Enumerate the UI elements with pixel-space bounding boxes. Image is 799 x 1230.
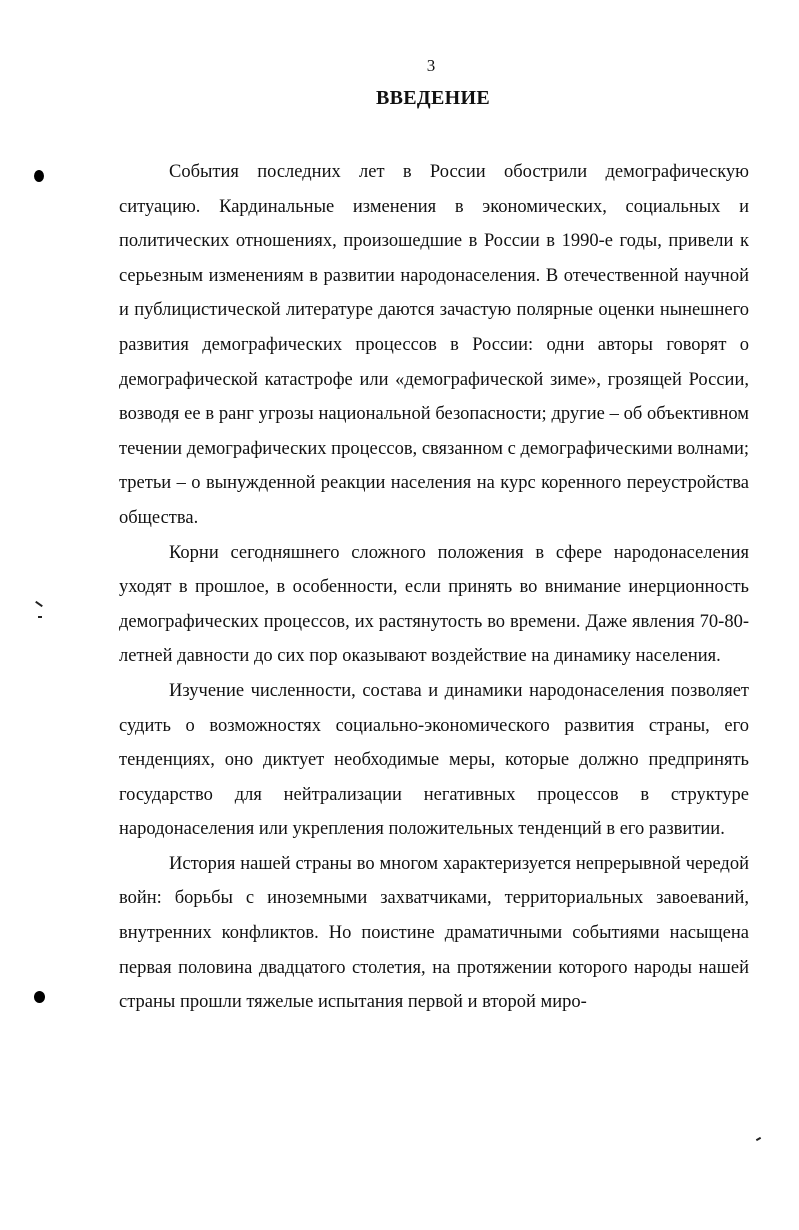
- document-body: [119, 155, 749, 1020]
- scan-mark-corner: [756, 1137, 761, 1141]
- page-title: ВВЕДЕНИЕ: [376, 87, 490, 109]
- scan-mark-middle: [35, 601, 43, 607]
- paragraph-3: Изучение численности, состава и динамики народонаселения позволяет судить о возможностях социально-экономического развития страны, его тенденциях, оно диктует необходимые меры, которые должно предпринять государство для нейтрализации негативных процессов в структуре народонаселения или укрепления положительных тенденций в его развитии.: [119, 680, 749, 840]
- scan-speck-top: [34, 170, 44, 182]
- paragraph-4: История нашей страны во многом характеризуется непрерывной чередой войн: борьбы с иноземными захватчиками, территориальных завоеваний, внутренних конфликтов. Но поистине драматичными событиями насыщена первая половина двадцатого столетия, на протяжении которого народы нашей страны прошли тяжелые испытания первой и второй миро-: [119, 853, 749, 1013]
- paragraph-1: События последних лет в России обострили демографическую ситуацию. Кардинальные изменения в экономических, социальных и политических отношениях, произошедшие в России в 1990-е годы, привели к серьезным изменениям в развитии народонаселения. В отечественной научной и публицистической литературе даются зачастую полярные оценки нынешнего развития демографических процессов в России: одни авторы говорят о демографической катастрофе или «демографической зиме», грозящей России, возводя ее в ранг угрозы национальной безопасности; другие – об объективном течении демографических процессов, связанном с демографическими волнами; третьи – о вынужденной реакции населения на курс коренного переустройства общества.: [119, 162, 749, 528]
- scan-speck-bottom: [34, 991, 45, 1003]
- paragraph-2: Корни сегодняшнего сложного положения в сфере народонаселения уходят в прошлое, в особенности, если принять во внимание инерционность демографических процессов, их растянутость во времени. Даже явления 70-80-летней давности до сих пор оказывают воздействие на динамику населения.: [119, 542, 749, 667]
- scan-mark-middle-2: [38, 616, 42, 618]
- page-number: 3: [426, 56, 436, 75]
